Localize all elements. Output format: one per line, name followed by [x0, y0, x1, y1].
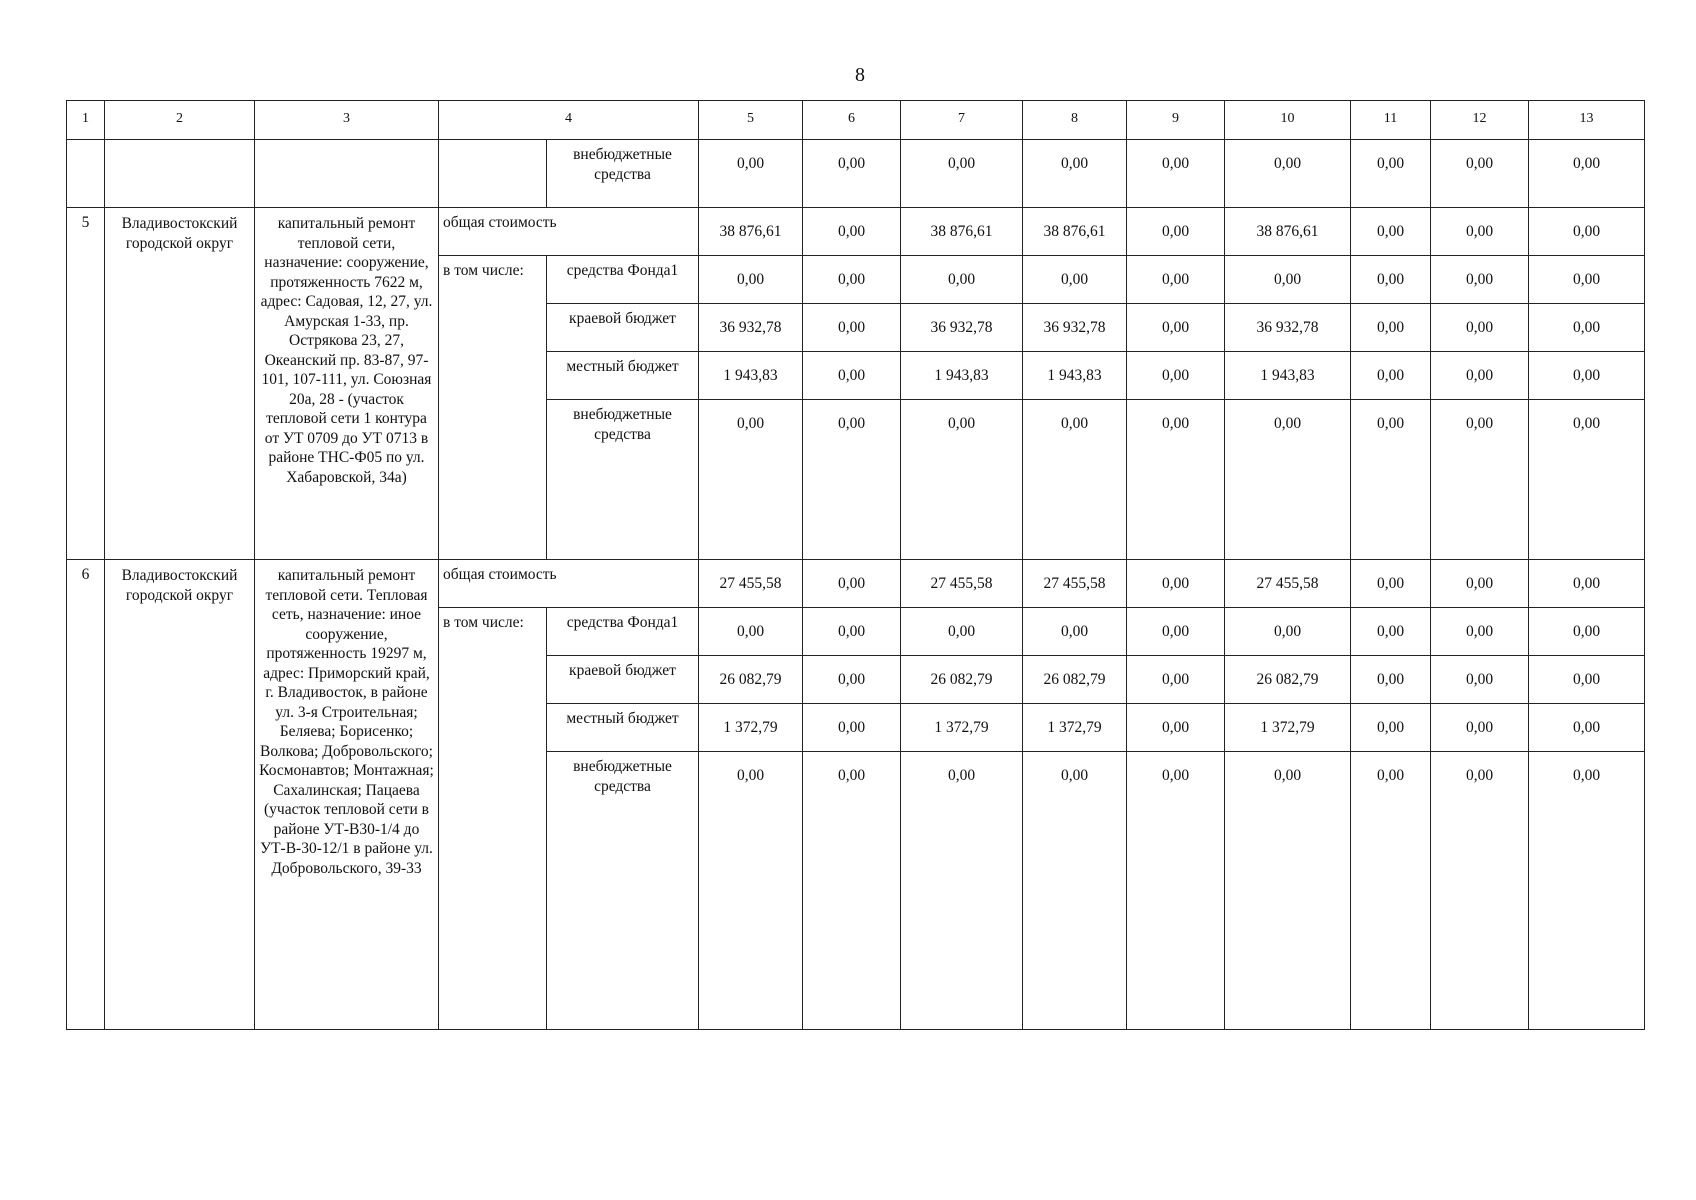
value-col-5: 0,00	[699, 140, 803, 208]
value-col-12: 0,00	[1431, 752, 1529, 1030]
value-col-11: 0,00	[1351, 704, 1431, 752]
funding-source-label: внебюджетные средства	[547, 400, 699, 560]
header-col-6: 6	[803, 101, 901, 140]
header-col-7: 7	[901, 101, 1023, 140]
value-col-10: 0,00	[1225, 752, 1351, 1030]
value-col-7: 26 082,79	[901, 656, 1023, 704]
funding-source-label: внебюджетные средства	[547, 140, 699, 208]
value-col-11: 0,00	[1351, 256, 1431, 304]
value-col-9: 0,00	[1127, 352, 1225, 400]
object-description: капитальный ремонт тепловой сети, назначение: сооружение, протяженность 7622 м, адрес: Садовая, 12, 27, ул. Амурская 1-33, пр. Острякова 23, 27, Океанский пр. 83-87, 97-101, 107-111, ул. Союзная 20а, 28 - (участок тепловой сети 1 контура от УТ 0709 до УТ 0713 в районе ТНС-Ф05 по ул. Хабаровской, 34а)	[255, 208, 439, 560]
funding-source-label: внебюджетные средства	[547, 752, 699, 1030]
value-col-10: 26 082,79	[1225, 656, 1351, 704]
value-col-13: 0,00	[1529, 704, 1645, 752]
value-col-12: 0,00	[1431, 608, 1529, 656]
value-col-11: 0,00	[1351, 352, 1431, 400]
header-col-2: 2	[105, 101, 255, 140]
header-col-5: 5	[699, 101, 803, 140]
value-col-13: 0,00	[1529, 608, 1645, 656]
value-col-5: 1 372,79	[699, 704, 803, 752]
funding-source-label: краевой бюджет	[547, 656, 699, 704]
value-col-11: 0,00	[1351, 656, 1431, 704]
value-col-9: 0,00	[1127, 140, 1225, 208]
value-col-5: 0,00	[699, 256, 803, 304]
value-col-7: 0,00	[901, 256, 1023, 304]
funding-source-label: средства Фонда1	[547, 256, 699, 304]
value-col-6: 0,00	[803, 752, 901, 1030]
value-col-6: 0,00	[803, 656, 901, 704]
total-col-6: 0,00	[803, 208, 901, 256]
empty-cell	[67, 140, 105, 208]
total-col-8: 27 455,58	[1023, 560, 1127, 608]
value-col-10: 0,00	[1225, 140, 1351, 208]
page-number: 8	[855, 64, 865, 86]
total-cost-label: общая стоимость	[439, 208, 699, 256]
object-description: капитальный ремонт тепловой сети. Тепловая сеть, назначение: иное сооружение, протяженность 19297 м, адрес: Приморский край, г. Владивосток, в районе ул. 3-я Строительная; Беляева; Борисенко; Волкова; Добровольского; Космонавтов; Монтажная; Сахалинская; Пацаева (участок тепловой сети в районе УТ-В30-1/4 до УТ-В-30-12/1 в районе ул. Добровольского, 39-33	[255, 560, 439, 1030]
continuation-row	[67, 140, 1645, 208]
value-col-5: 0,00	[699, 608, 803, 656]
value-col-7: 0,00	[901, 400, 1023, 560]
value-col-12: 0,00	[1431, 704, 1529, 752]
value-col-6: 0,00	[803, 704, 901, 752]
value-col-8: 26 082,79	[1023, 656, 1127, 704]
value-col-9: 0,00	[1127, 256, 1225, 304]
value-col-12: 0,00	[1431, 352, 1529, 400]
value-col-13: 0,00	[1529, 752, 1645, 1030]
total-col-11: 0,00	[1351, 208, 1431, 256]
value-col-8: 0,00	[1023, 256, 1127, 304]
object-total-row	[67, 208, 1645, 256]
value-col-10: 0,00	[1225, 400, 1351, 560]
funding-source-label: краевой бюджет	[547, 304, 699, 352]
total-col-9: 0,00	[1127, 560, 1225, 608]
value-col-11: 0,00	[1351, 608, 1431, 656]
municipality: Владивостокский городской округ	[105, 560, 255, 1030]
value-col-6: 0,00	[803, 352, 901, 400]
value-col-8: 1 372,79	[1023, 704, 1127, 752]
total-col-9: 0,00	[1127, 208, 1225, 256]
value-col-8: 1 943,83	[1023, 352, 1127, 400]
total-col-13: 0,00	[1529, 208, 1645, 256]
value-col-7: 0,00	[901, 752, 1023, 1030]
value-col-11: 0,00	[1351, 752, 1431, 1030]
value-col-8: 0,00	[1023, 400, 1127, 560]
value-col-13: 0,00	[1529, 400, 1645, 560]
value-col-12: 0,00	[1431, 140, 1529, 208]
value-col-8: 0,00	[1023, 752, 1127, 1030]
value-col-12: 0,00	[1431, 304, 1529, 352]
total-col-6: 0,00	[803, 560, 901, 608]
value-col-5: 36 932,78	[699, 304, 803, 352]
value-col-9: 0,00	[1127, 400, 1225, 560]
value-col-5: 1 943,83	[699, 352, 803, 400]
value-col-12: 0,00	[1431, 256, 1529, 304]
header-col-4: 4	[439, 101, 699, 140]
value-col-6: 0,00	[803, 304, 901, 352]
empty-cell	[439, 140, 547, 208]
total-cost-label: общая стоимость	[439, 560, 699, 608]
header-col-3: 3	[255, 101, 439, 140]
value-col-13: 0,00	[1529, 352, 1645, 400]
header-col-8: 8	[1023, 101, 1127, 140]
value-col-9: 0,00	[1127, 608, 1225, 656]
total-col-7: 38 876,61	[901, 208, 1023, 256]
value-col-6: 0,00	[803, 256, 901, 304]
value-col-8: 0,00	[1023, 608, 1127, 656]
header-col-12: 12	[1431, 101, 1529, 140]
value-col-12: 0,00	[1431, 400, 1529, 560]
value-col-5: 0,00	[699, 400, 803, 560]
value-col-11: 0,00	[1351, 304, 1431, 352]
value-col-5: 0,00	[699, 752, 803, 1030]
row-number: 5	[67, 208, 105, 560]
value-col-10: 0,00	[1225, 256, 1351, 304]
municipality: Владивостокский городской округ	[105, 208, 255, 560]
funding-source-label: средства Фонда1	[547, 608, 699, 656]
value-col-10: 0,00	[1225, 608, 1351, 656]
budget-table	[66, 100, 1645, 1030]
value-col-9: 0,00	[1127, 304, 1225, 352]
value-col-5: 26 082,79	[699, 656, 803, 704]
empty-cell	[255, 140, 439, 208]
empty-cell	[105, 140, 255, 208]
row-number: 6	[67, 560, 105, 1030]
header-col-11: 11	[1351, 101, 1431, 140]
header-col-13: 13	[1529, 101, 1645, 140]
total-col-12: 0,00	[1431, 208, 1529, 256]
header-col-1: 1	[67, 101, 105, 140]
value-col-6: 0,00	[803, 608, 901, 656]
value-col-8: 36 932,78	[1023, 304, 1127, 352]
header-col-9: 9	[1127, 101, 1225, 140]
total-col-5: 38 876,61	[699, 208, 803, 256]
value-col-7: 1 372,79	[901, 704, 1023, 752]
value-col-13: 0,00	[1529, 656, 1645, 704]
total-col-12: 0,00	[1431, 560, 1529, 608]
value-col-13: 0,00	[1529, 256, 1645, 304]
value-col-7: 0,00	[901, 608, 1023, 656]
value-col-13: 0,00	[1529, 140, 1645, 208]
including-label: в том числе:	[439, 608, 547, 1030]
value-col-10: 1 372,79	[1225, 704, 1351, 752]
value-col-8: 0,00	[1023, 140, 1127, 208]
including-label: в том числе:	[439, 256, 547, 560]
value-col-6: 0,00	[803, 140, 901, 208]
value-col-13: 0,00	[1529, 304, 1645, 352]
value-col-9: 0,00	[1127, 752, 1225, 1030]
value-col-9: 0,00	[1127, 704, 1225, 752]
value-col-7: 36 932,78	[901, 304, 1023, 352]
header-row	[67, 101, 1645, 140]
value-col-10: 1 943,83	[1225, 352, 1351, 400]
value-col-11: 0,00	[1351, 400, 1431, 560]
header-col-10: 10	[1225, 101, 1351, 140]
value-col-9: 0,00	[1127, 656, 1225, 704]
value-col-11: 0,00	[1351, 140, 1431, 208]
value-col-10: 36 932,78	[1225, 304, 1351, 352]
total-col-8: 38 876,61	[1023, 208, 1127, 256]
object-total-row	[67, 560, 1645, 608]
total-col-10: 27 455,58	[1225, 560, 1351, 608]
value-col-12: 0,00	[1431, 656, 1529, 704]
value-col-7: 0,00	[901, 140, 1023, 208]
funding-source-label: местный бюджет	[547, 704, 699, 752]
value-col-7: 1 943,83	[901, 352, 1023, 400]
total-col-11: 0,00	[1351, 560, 1431, 608]
total-col-5: 27 455,58	[699, 560, 803, 608]
total-col-7: 27 455,58	[901, 560, 1023, 608]
value-col-6: 0,00	[803, 400, 901, 560]
total-col-13: 0,00	[1529, 560, 1645, 608]
funding-source-label: местный бюджет	[547, 352, 699, 400]
total-col-10: 38 876,61	[1225, 208, 1351, 256]
